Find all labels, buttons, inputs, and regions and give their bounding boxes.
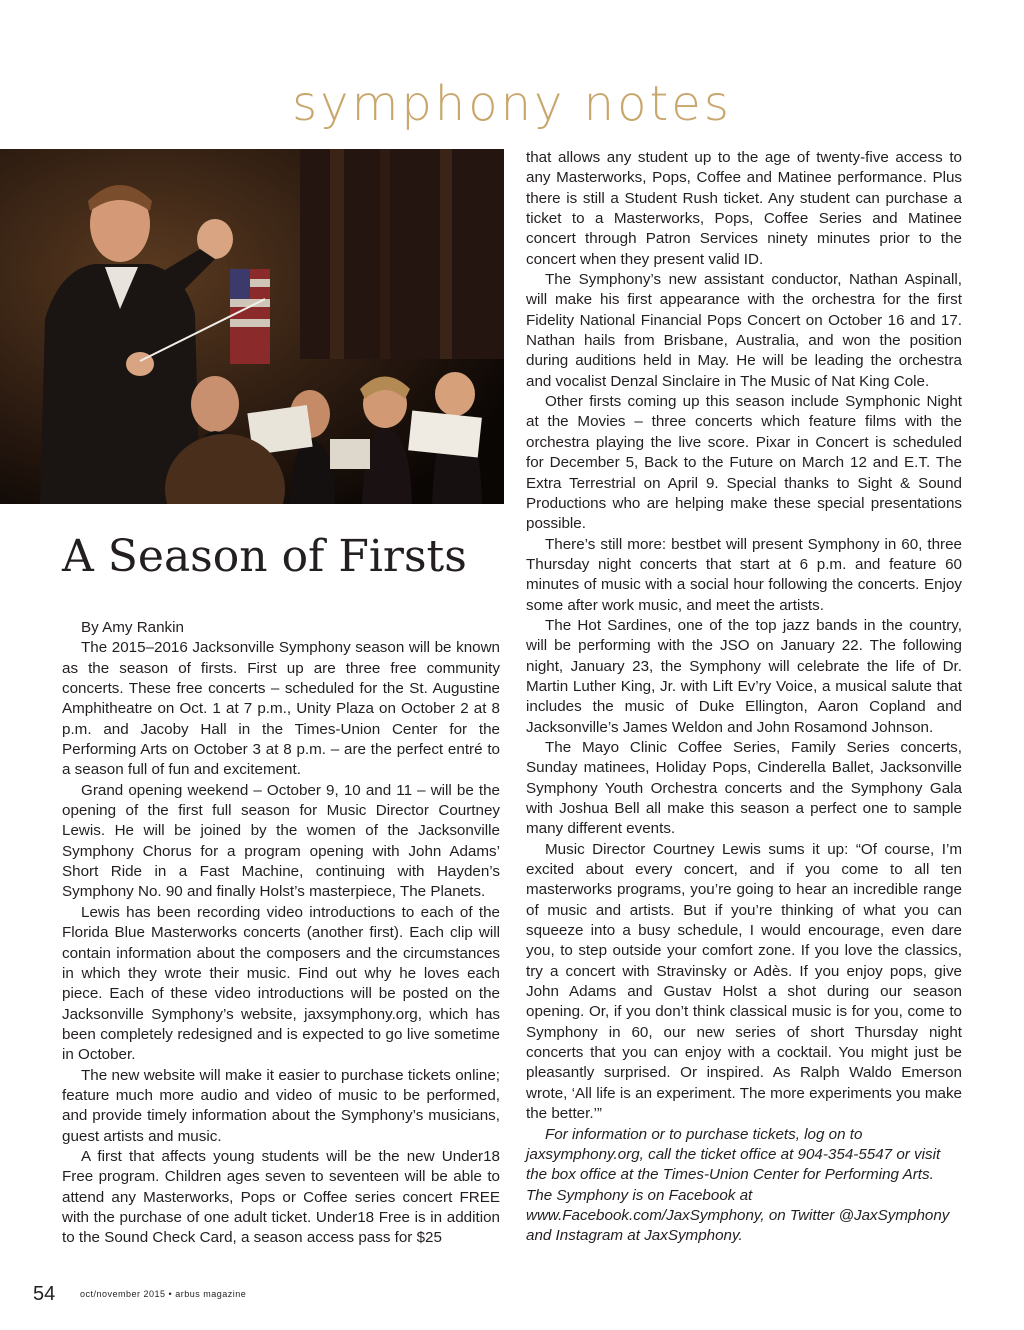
article-headline: A Season of Firsts [62,531,467,582]
paragraph: Other firsts coming up this season include Symphonic Night at the Movies – three concerts which feature films with the orchestra playing the live score. Pixar in Concert is scheduled for December 5, Back to the Future on March 12 and E.T. The Extra Terrestrial on April 9. Special thanks to Sight & Sound Productions who are helping make these special presentations possible. [526,393,962,533]
paragraph: Lewis has been recording video introductions to each of the Florida Blue Masterworks concerts (another first). Each clip will contain information about the composers and the circumstances in which they wrote their music. Find out why he loves each piece. Each of these video introductions will be posted on the Jacksonville Symphony’s website, jaxsymphony.org, which has been completely redesigned and is expected to go live sometime in October. [62,903,500,1064]
paragraph: Grand opening weekend – October 9, 10 and 11 – will be the opening of the first full season for Music Director Courtney Lewis. He will be joined by the women of the Jacksonville Symphony Chorus for a program opening with John Adams’ Short Ride in a Fast Machine, continuing with Hayden’s Symphony No. 90 and finally Holst’s masterpiece, The Planets. [62,781,500,901]
conductor-orchestra-photo [0,149,504,504]
paragraph: The new website will make it easier to purchase tickets online; feature much more audio and video of music to be performed, and provide timely information about the Symphony’s musicians, guest artists and music. [62,1066,500,1145]
paragraph: The Hot Sardines, one of the top jazz bands in the country, will be performing with the JSO on January 22. The following night, January 23, the Symphony will celebrate the life of Dr. Martin Luther King, Jr. with Lift Ev’ry Voice, a musical salute that includes the music of Duke Ellington, Aaron Copland and Jacksonville’s James Weldon and John Rosamond Johnson. [526,616,962,736]
page-number: 54 [33,1283,56,1305]
paragraph-continued: that allows any student up to the age of twenty-five access to any Masterworks, Pops, Coffee and Matinee performance. Plus there is still a Student Rush ticket. Any student can purchase a ticket to a Masterworks, Pops, Coffee Series and Matinee concert through Patron Services ninety minutes prior to the concert when they present valid ID. [526,149,962,268]
closing-info: For information or to purchase tickets, log on to jaxsymphony.org, call the ticket office at 904-354-5547 or visit the box office at the Times-Union Center for Performing Arts. The Symphony is on Facebook at www.Facebook.com/JaxSymphony, on Twitter @JaxSymphony and Instagram at JaxSymphony. [526,1125,950,1245]
paragraph: The Mayo Clinic Coffee Series, Family Series concerts, Sunday matinees, Holiday Pops, Cinderella Ballet, Jacksonville Symphony Youth Orchestra concerts and the Symphony Gala with Joshua Bell all make this season a perfect one to sample many different events. [526,738,962,838]
issue-footer: oct/november 2015 • arbus magazine [80,1289,247,1299]
article-column-1 [62,618,500,1249]
paragraph: Music Director Courtney Lewis sums it up: “Of course, I’m excited about every concert, and if you come to all ten masterworks programs, you’re going to hear an incredible range of music and artists. But if you’re thinking of what you can squeeze into a busy schedule, I would encourage, even dare you, to step outside your comfort zone. If you love the classics, try a concert with Stravinsky or Adès. If you enjoy pops, give John Adams and Gustav Holst a shot during our season opening. Or, if you don’t think classical music is for you, come to Symphony in 60, our new series of short Thursday night concerts that you can enjoy with a cocktail. You might just be pleasantly surprised. Or inspired. As Ralph Waldo Emerson wrote, ‘All life is an experiment. The more experiments you make the better.’” [526,840,962,1123]
paragraph: The Symphony’s new assistant conductor, Nathan Aspinall, will make his first appearance with the orchestra for the first Fidelity National Financial Pops Concert on October 16 and 17. Nathan hails from Brisbane, Australia, and won the position during auditions held in May. He will be leading the orchestra and vocalist Denzal Sinclaire in The Music of Nat King Cole. [526,271,962,390]
paragraph: The 2015–2016 Jacksonville Symphony season will be known as the season of firsts. First up are three free community concerts. These free concerts – scheduled for the St. Augustine Amphitheatre on Oct. 1 at 7 p.m., Unity Plaza on October 2 at 8 p.m. and Jacoby Hall in the Times-Union Center for the Performing Arts on October 3 at 8 p.m. – are the perfect entré to a season full of fun and excitement. [62,639,500,779]
paragraph: A first that affects young students will be the new Under18 Free program. Children ages seven to seventeen will be able to attend any Masterworks, Pops or Coffee series concert FREE with the purchase of one adult ticket. Under18 Free is in addition to the Sound Check Card, a season access pass for $25 [62,1147,500,1247]
section-title: symphony notes [292,76,732,132]
paragraph: There’s still more: bestbet will present Symphony in 60, three Thursday night concerts that start at 6 p.m. and feature 60 minutes of music with a social hour following the concerts. Enjoy some after work music, and meet the artists. [526,535,962,614]
byline: By Amy Rankin [81,619,184,636]
article-column-2 [526,148,962,1247]
